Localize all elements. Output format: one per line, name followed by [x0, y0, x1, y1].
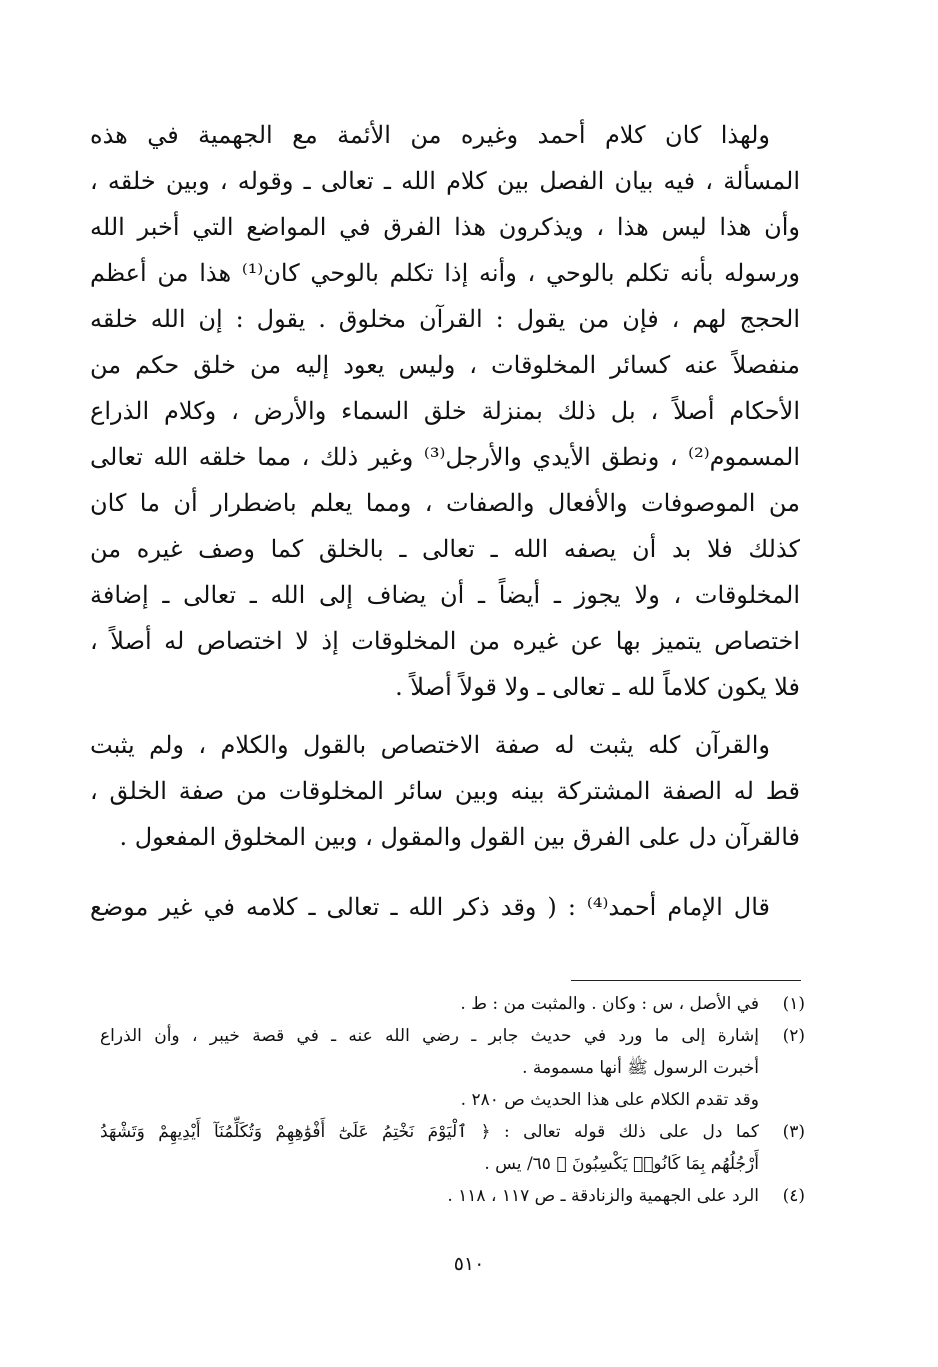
text-line: فالقرآن دل على الفرق بين القول والمقول ، وبين المخلوق المفعول . [119, 823, 800, 851]
footnote-number: (٤) [782, 1186, 805, 1206]
footnote-body [100, 1020, 759, 1084]
text-line: ورسوله بأنه تكلم بالوحي ، وأنه إذا تكلم بالوحي كان⁽¹⁾ هذا من أعظم [90, 259, 800, 287]
footnote-divider [571, 980, 801, 981]
text-line: الأحكام أصلاً ، بل ذلك بمنزلة خلق السماء والأرض ، وكلام الذراع [90, 397, 800, 425]
footnote-line: الرد على الجهمية والزنادقة ـ ص ١١٧ ، ١١٨ . [447, 1186, 759, 1206]
footnote-line: في الأصل ، س : وكان . والمثبت من : ط . [460, 994, 759, 1014]
text-line: وأن هذا ليس هذا ، ويذكرون هذا الفرق في المواضع التي أخبر الله [90, 213, 800, 241]
text-line: ولهذا كان كلام أحمد وغيره من الأئمة مع الجهمية في هذه [90, 121, 770, 149]
footnote-line: أخبرت الرسول ﷺ أنها مسمومة . [522, 1058, 759, 1078]
text-line: قط له الصفة المشتركة بينه وبين سائر المخلوقات من صفة الخلق ، [90, 777, 800, 805]
footnote-4 [100, 1180, 805, 1212]
text-line: قال الإمام أحمد⁽⁴⁾ : ( وقد ذكر الله ـ تعالى ـ كلامه في غير موضع [90, 893, 771, 921]
footnote-line: كما دل على ذلك قوله تعالى : ﴿ ٱلْيَوْمَ نَخْتِمُ عَلَىٰٓ أَفْوَٰهِهِمْ وَتُكَلِّمُنَآ أَيْدِيهِمْ وَتَشْهَدُ [100, 1122, 759, 1142]
text-line: من الموصوفات والأفعال والصفات ، ومما يعلم باضطرار أن ما كان [90, 489, 800, 517]
text-line: منفصلاً عنه كسائر المخلوقات ، وليس يعود إليه من خلق حكم من [90, 351, 800, 379]
text-line: المخلوقات ، ولا يجوز ـ أيضاً ـ أن يضاف إلى الله ـ تعالى ـ إضافة [90, 581, 800, 609]
paragraph-1 [90, 112, 800, 710]
footnotes [100, 988, 805, 1212]
footnote-number: (١) [782, 994, 805, 1014]
footnote-1 [100, 988, 805, 1020]
footnote-line: إشارة إلى ما ورد في حديث جابر ـ رضي الله عنه ـ في قصة خيبر ، وأن الذراع [100, 1026, 759, 1046]
footnote-number: (٣) [782, 1122, 805, 1142]
paragraph-3 [90, 884, 800, 930]
paragraph-2 [90, 722, 800, 860]
footnote-line: وقد تقدم الكلام على هذا الحديث ص ٢٨٠ . [460, 1090, 759, 1110]
footnote-3 [100, 1116, 805, 1180]
text-line: اختصاص يتميز بها عن غيره من المخلوقات إذ لا اختصاص له أصلاً ، [90, 627, 800, 655]
footnote-number: (٢) [782, 1026, 805, 1046]
text-line: كذلك فلا بد أن يصفه الله ـ تعالى ـ بالخلق كما وصف غيره من [90, 535, 800, 563]
text-line: والقرآن كله يثبت له صفة الاختصاص بالقول والكلام ، ولم يثبت [90, 731, 770, 759]
footnote-line: أَرْجُلُهُم بِمَا كَانُوا۟ يَكْسِبُونَ ﴾ ٦٥/ يس . [484, 1154, 759, 1174]
footnote-body [100, 1180, 759, 1212]
text-line: المسموم⁽²⁾ ، ونطق الأيدي والأرجل⁽³⁾ وغير ذلك ، مما خلقه الله تعالى [90, 443, 800, 471]
text-line: الحجج لهم ، فإن من يقول : القرآن مخلوق . يقول : إن الله خلقه [90, 305, 800, 333]
footnote-2 [100, 1020, 805, 1084]
text-line: المسألة ، فيه بيان الفصل بين كلام الله ـ تعالى ـ وقوله ، وبين خلقه ، [90, 167, 800, 195]
text-line: فلا يكون كلاماً لله ـ تعالى ـ ولا قولاً أصلاً . [395, 673, 800, 701]
footnote-body [100, 988, 759, 1020]
footnote-body [100, 1116, 759, 1180]
page-number: ٥١٠ [453, 1253, 485, 1275]
